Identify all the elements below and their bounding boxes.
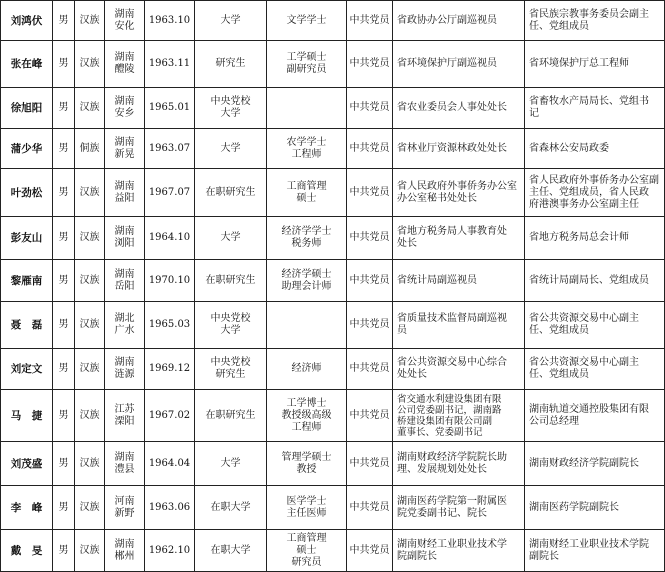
party-cell: 中共党员 (347, 349, 393, 390)
former-post-cell: 省地方税务局人事教育处 处长 (393, 217, 525, 260)
birth-date-cell: 1963.06 (145, 486, 195, 530)
education-cell: 大学 (195, 217, 267, 260)
gender-cell: 男 (53, 1, 75, 41)
name-cell: 戴 旻 (1, 530, 53, 572)
party-cell: 中共党员 (347, 390, 393, 442)
education-cell: 在职大学 (195, 530, 267, 572)
ethnicity-cell: 汉族 (75, 260, 105, 302)
gender-cell: 男 (53, 88, 75, 129)
degree-title-cell: 工商管理 硕士 研究员 (267, 530, 347, 572)
new-post-cell: 湖南财政经济学院副院长 (525, 442, 665, 486)
ethnicity-cell: 侗族 (75, 129, 105, 169)
former-post-cell: 省质量技术监督局副巡视 员 (393, 302, 525, 349)
name-cell: 徐旭阳 (1, 88, 53, 129)
ethnicity-cell: 汉族 (75, 88, 105, 129)
degree-title-cell: 管理学硕士 教授 (267, 442, 347, 486)
birth-date-cell: 1963.07 (145, 129, 195, 169)
party-cell: 中共党员 (347, 442, 393, 486)
name-cell: 蒲少华 (1, 129, 53, 169)
birth-date-cell: 1969.12 (145, 349, 195, 390)
birth-date-cell: 1965.03 (145, 302, 195, 349)
birth-date-cell: 1963.10 (145, 1, 195, 41)
new-post-cell: 省公共资源交易中心副主 任、党组成员 (525, 349, 665, 390)
birth-date-cell: 1964.10 (145, 217, 195, 260)
new-post-cell: 省人民政府外事侨务办公室副 主任、党组成员，省人民政 府港澳事务办公室副主任 (525, 169, 665, 217)
new-post-cell: 省统计局副局长、党组成员 (525, 260, 665, 302)
birth-date-cell: 1965.01 (145, 88, 195, 129)
table-row (1, 41, 665, 88)
degree-title-cell (267, 88, 347, 129)
education-cell: 在职研究生 (195, 260, 267, 302)
former-post-cell: 湖南财政经济学院院长助 理、发展规划处处长 (393, 442, 525, 486)
new-post-cell: 湖南财经工业职业技术学院 副院长 (525, 530, 665, 572)
name-cell: 叶劲松 (1, 169, 53, 217)
ethnicity-cell: 汉族 (75, 41, 105, 88)
birth-date-cell: 1967.02 (145, 390, 195, 442)
gender-cell: 男 (53, 486, 75, 530)
native-place-cell: 湖南 安乡 (105, 88, 145, 129)
party-cell: 中共党员 (347, 41, 393, 88)
party-cell: 中共党员 (347, 88, 393, 129)
degree-title-cell: 经济学硕士 助理会计师 (267, 260, 347, 302)
table-row (1, 486, 665, 530)
ethnicity-cell: 汉族 (75, 349, 105, 390)
former-post-cell: 省林业厅资源林政处处长 (393, 129, 525, 169)
native-place-cell: 湖南 新晃 (105, 129, 145, 169)
name-cell: 刘鸿伏 (1, 1, 53, 41)
birth-date-cell: 1970.10 (145, 260, 195, 302)
table-row (1, 530, 665, 572)
party-cell: 中共党员 (347, 1, 393, 41)
degree-title-cell: 工学博士 教授级高级 工程师 (267, 390, 347, 442)
new-post-cell: 省畜牧水产局局长、党组书 记 (525, 88, 665, 129)
gender-cell: 男 (53, 302, 75, 349)
new-post-cell: 省环境保护厅总工程师 (525, 41, 665, 88)
education-cell: 研究生 (195, 41, 267, 88)
table-row (1, 1, 665, 41)
party-cell: 中共党员 (347, 530, 393, 572)
native-place-cell: 湖南 安化 (105, 1, 145, 41)
former-post-cell: 湖南医药学院第一附属医 院党委副书记、院长 (393, 486, 525, 530)
table-row (1, 390, 665, 442)
ethnicity-cell: 汉族 (75, 530, 105, 572)
ethnicity-cell: 汉族 (75, 169, 105, 217)
new-post-cell: 省民族宗教事务委员会副主 任、党组成员 (525, 1, 665, 41)
ethnicity-cell: 汉族 (75, 302, 105, 349)
gender-cell: 男 (53, 530, 75, 572)
gender-cell: 男 (53, 390, 75, 442)
native-place-cell: 湖南 益阳 (105, 169, 145, 217)
education-cell: 中央党校 研究生 (195, 349, 267, 390)
education-cell: 大学 (195, 442, 267, 486)
ethnicity-cell: 汉族 (75, 217, 105, 260)
native-place-cell: 湖南 涟源 (105, 349, 145, 390)
name-cell: 聂 磊 (1, 302, 53, 349)
party-cell: 中共党员 (347, 129, 393, 169)
party-cell: 中共党员 (347, 260, 393, 302)
birth-date-cell: 1963.11 (145, 41, 195, 88)
name-cell: 李 峰 (1, 486, 53, 530)
table-row (1, 302, 665, 349)
education-cell: 在职大学 (195, 486, 267, 530)
birth-date-cell: 1962.10 (145, 530, 195, 572)
ethnicity-cell: 汉族 (75, 486, 105, 530)
former-post-cell: 省政协办公厅副巡视员 (393, 1, 525, 41)
new-post-cell: 省地方税务局总会计师 (525, 217, 665, 260)
party-cell: 中共党员 (347, 302, 393, 349)
table-row (1, 217, 665, 260)
degree-title-cell: 经济师 (267, 349, 347, 390)
name-cell: 张在峰 (1, 41, 53, 88)
party-cell: 中共党员 (347, 217, 393, 260)
new-post-cell: 湖南轨道交通控股集团有限 公司总经理 (525, 390, 665, 442)
native-place-cell: 湖南 澧县 (105, 442, 145, 486)
education-cell: 大学 (195, 129, 267, 169)
former-post-cell: 省环境保护厅副巡视员 (393, 41, 525, 88)
birth-date-cell: 1964.04 (145, 442, 195, 486)
degree-title-cell: 医学学士 主任医师 (267, 486, 347, 530)
new-post-cell: 湖南医药学院副院长 (525, 486, 665, 530)
party-cell: 中共党员 (347, 169, 393, 217)
native-place-cell: 湖南 岳阳 (105, 260, 145, 302)
degree-title-cell: 经济学学士 税务师 (267, 217, 347, 260)
former-post-cell: 省交通水利建设集团有限 公司党委副书记，湖南路 桥建设集团有限公司副 董事长、党委副书记 (393, 390, 525, 442)
gender-cell: 男 (53, 349, 75, 390)
name-cell: 马 捷 (1, 390, 53, 442)
name-cell: 黎雁南 (1, 260, 53, 302)
former-post-cell: 省人民政府外事侨务办公室 办公室秘书处处长 (393, 169, 525, 217)
gender-cell: 男 (53, 129, 75, 169)
degree-title-cell: 工商管理 硕士 (267, 169, 347, 217)
former-post-cell: 省公共资源交易中心综合 处处长 (393, 349, 525, 390)
degree-title-cell: 工学硕士 副研究员 (267, 41, 347, 88)
education-cell: 在职研究生 (195, 169, 267, 217)
table-row (1, 442, 665, 486)
degree-title-cell: 文学学士 (267, 1, 347, 41)
education-cell: 大学 (195, 1, 267, 41)
native-place-cell: 河南 新野 (105, 486, 145, 530)
education-cell: 中央党校 大学 (195, 88, 267, 129)
native-place-cell: 湖南 浏阳 (105, 217, 145, 260)
degree-title-cell: 农学学士 工程师 (267, 129, 347, 169)
party-cell: 中共党员 (347, 486, 393, 530)
table-row (1, 260, 665, 302)
table-row (1, 349, 665, 390)
former-post-cell: 湖南财经工业职业技术学 院副院长 (393, 530, 525, 572)
education-cell: 在职研究生 (195, 390, 267, 442)
native-place-cell: 湖南 醴陵 (105, 41, 145, 88)
gender-cell: 男 (53, 217, 75, 260)
native-place-cell: 湖南 郴州 (105, 530, 145, 572)
native-place-cell: 湖北 广水 (105, 302, 145, 349)
table-row (1, 129, 665, 169)
former-post-cell: 省统计局副巡视员 (393, 260, 525, 302)
new-post-cell: 省公共资源交易中心副主 任、党组成员 (525, 302, 665, 349)
ethnicity-cell: 汉族 (75, 390, 105, 442)
table-row (1, 169, 665, 217)
name-cell: 刘茂盛 (1, 442, 53, 486)
former-post-cell: 省农业委员会人事处处长 (393, 88, 525, 129)
ethnicity-cell: 汉族 (75, 442, 105, 486)
birth-date-cell: 1967.07 (145, 169, 195, 217)
ethnicity-cell: 汉族 (75, 1, 105, 41)
gender-cell: 男 (53, 169, 75, 217)
gender-cell: 男 (53, 260, 75, 302)
gender-cell: 男 (53, 41, 75, 88)
degree-title-cell (267, 302, 347, 349)
new-post-cell: 省森林公安局政委 (525, 129, 665, 169)
native-place-cell: 江苏 溧阳 (105, 390, 145, 442)
education-cell: 中央党校 大学 (195, 302, 267, 349)
name-cell: 彭友山 (1, 217, 53, 260)
name-cell: 刘定文 (1, 349, 53, 390)
gender-cell: 男 (53, 442, 75, 486)
table-row (1, 88, 665, 129)
